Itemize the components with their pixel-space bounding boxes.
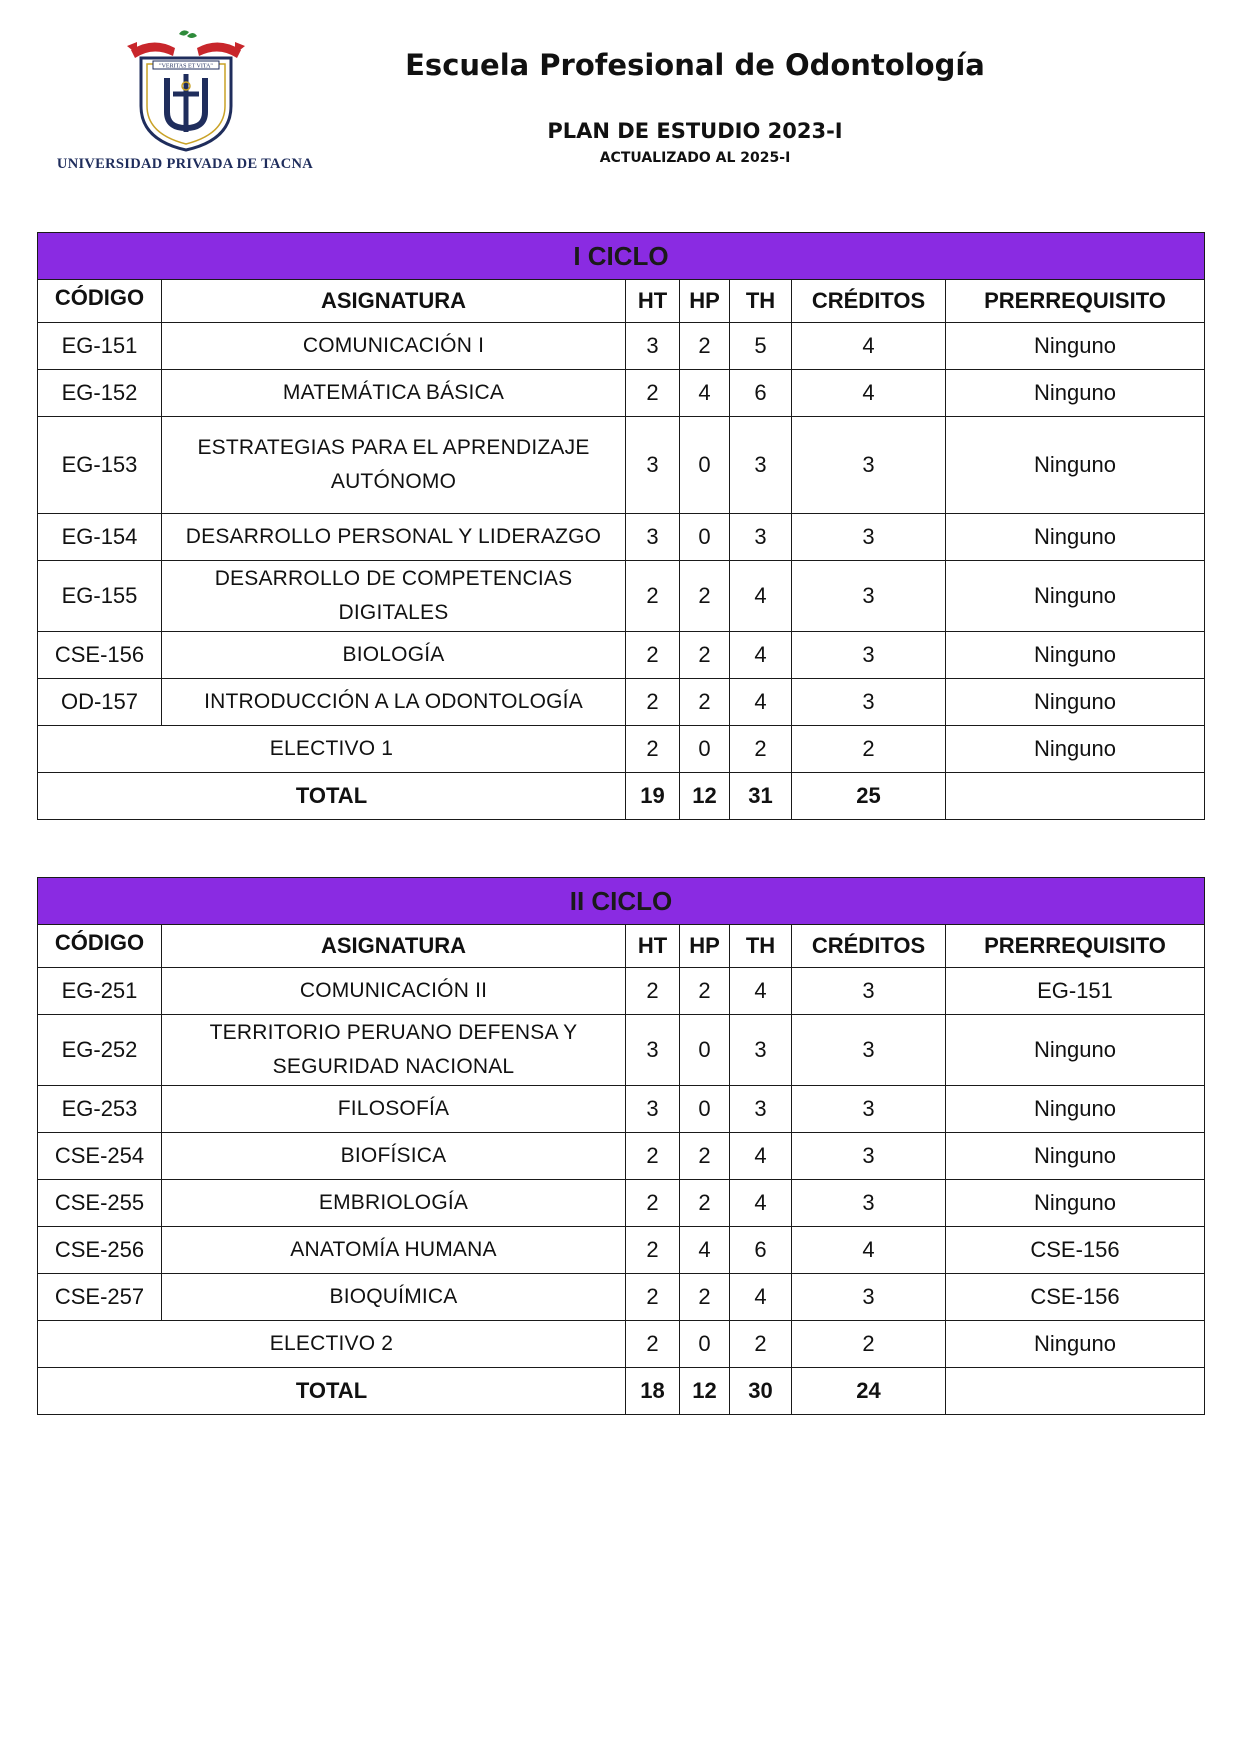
course-name: EMBRIOLOGÍA xyxy=(162,1180,626,1227)
course-name: COMUNICACIÓN II xyxy=(162,968,626,1015)
total-credits: 24 xyxy=(792,1368,946,1415)
col-asignatura: ASIGNATURA xyxy=(162,925,626,968)
col-th: TH xyxy=(730,925,792,968)
course-credits: 3 xyxy=(792,632,946,679)
course-credits: 3 xyxy=(792,514,946,561)
course-prerequisite: Ninguno xyxy=(946,417,1205,514)
col-prerrequisito: PRERREQUISITO xyxy=(946,925,1205,968)
course-prerequisite: CSE-156 xyxy=(946,1274,1205,1321)
table-row xyxy=(38,1227,1205,1274)
course-name: BIOFÍSICA xyxy=(162,1133,626,1180)
table-row xyxy=(38,323,1205,370)
course-ht: 2 xyxy=(626,1274,680,1321)
course-th: 4 xyxy=(730,1133,792,1180)
course-name: ESTRATEGIAS PARA EL APRENDIZAJE AUTÓNOMO xyxy=(162,417,626,514)
table-row xyxy=(38,679,1205,726)
course-prerequisite: Ninguno xyxy=(946,323,1205,370)
course-prerequisite: Ninguno xyxy=(946,679,1205,726)
course-th: 4 xyxy=(730,968,792,1015)
course-name: COMUNICACIÓN I xyxy=(162,323,626,370)
course-hp: 0 xyxy=(680,514,730,561)
elective-th: 2 xyxy=(730,726,792,773)
course-hp: 2 xyxy=(680,561,730,632)
total-ht: 19 xyxy=(626,773,680,820)
col-codigo: CÓDIGO xyxy=(38,925,162,968)
course-th: 5 xyxy=(730,323,792,370)
course-credits: 3 xyxy=(792,1274,946,1321)
course-ht: 3 xyxy=(626,1086,680,1133)
course-code: CSE-254 xyxy=(38,1133,162,1180)
elective-name: ELECTIVO 2 xyxy=(38,1321,626,1368)
course-ht: 3 xyxy=(626,417,680,514)
course-name: MATEMÁTICA BÁSICA xyxy=(162,370,626,417)
cycle-title: II CICLO xyxy=(38,878,1205,925)
col-creditos: CRÉDITOS xyxy=(792,925,946,968)
table-row xyxy=(38,632,1205,679)
course-name: ANATOMÍA HUMANA xyxy=(162,1227,626,1274)
course-prerequisite: Ninguno xyxy=(946,370,1205,417)
cycle-table-1 xyxy=(37,232,1205,820)
course-th: 3 xyxy=(730,1086,792,1133)
col-creditos: CRÉDITOS xyxy=(792,280,946,323)
course-prerequisite: Ninguno xyxy=(946,1180,1205,1227)
course-code: CSE-255 xyxy=(38,1180,162,1227)
course-code: EG-153 xyxy=(38,417,162,514)
course-th: 3 xyxy=(730,514,792,561)
total-th: 30 xyxy=(730,1368,792,1415)
elective-prerequisite: Ninguno xyxy=(946,1321,1205,1368)
course-code: EG-155 xyxy=(38,561,162,632)
course-ht: 2 xyxy=(626,1227,680,1274)
course-ht: 2 xyxy=(626,1180,680,1227)
course-credits: 3 xyxy=(792,417,946,514)
table-row xyxy=(38,370,1205,417)
course-code: EG-253 xyxy=(38,1086,162,1133)
cycle-title: I CICLO xyxy=(38,233,1205,280)
course-th: 6 xyxy=(730,370,792,417)
cycle-table-2 xyxy=(37,877,1205,1415)
course-credits: 4 xyxy=(792,370,946,417)
course-code: EG-152 xyxy=(38,370,162,417)
course-hp: 2 xyxy=(680,323,730,370)
course-ht: 3 xyxy=(626,1015,680,1086)
elective-ht: 2 xyxy=(626,726,680,773)
table-row xyxy=(38,968,1205,1015)
course-hp: 2 xyxy=(680,1133,730,1180)
course-code: OD-157 xyxy=(38,679,162,726)
course-hp: 2 xyxy=(680,632,730,679)
course-hp: 0 xyxy=(680,1015,730,1086)
table-row xyxy=(38,1180,1205,1227)
course-code: EG-251 xyxy=(38,968,162,1015)
course-code: EG-252 xyxy=(38,1015,162,1086)
plan-updated: ACTUALIZADO AL 2025-I xyxy=(599,150,791,166)
elective-hp: 0 xyxy=(680,726,730,773)
col-prerrequisito: PRERREQUISITO xyxy=(946,280,1205,323)
course-prerequisite: Ninguno xyxy=(946,1015,1205,1086)
course-ht: 2 xyxy=(626,370,680,417)
course-hp: 4 xyxy=(680,370,730,417)
total-hp: 12 xyxy=(680,1368,730,1415)
col-asignatura: ASIGNATURA xyxy=(162,280,626,323)
course-code: EG-154 xyxy=(38,514,162,561)
course-name: DESARROLLO PERSONAL Y LIDERAZGO xyxy=(162,514,626,561)
total-th: 31 xyxy=(730,773,792,820)
school-title: Escuela Profesional de Odontología xyxy=(405,48,985,82)
table-row xyxy=(38,561,1205,632)
table-row xyxy=(38,514,1205,561)
elective-name: ELECTIVO 1 xyxy=(38,726,626,773)
elective-hp: 0 xyxy=(680,1321,730,1368)
elective-row xyxy=(38,726,1205,773)
course-ht: 3 xyxy=(626,323,680,370)
course-ht: 2 xyxy=(626,968,680,1015)
course-name: INTRODUCCIÓN A LA ODONTOLOGÍA xyxy=(162,679,626,726)
course-name: DESARROLLO DE COMPETENCIAS DIGITALES xyxy=(162,561,626,632)
col-codigo: CÓDIGO xyxy=(38,280,162,323)
course-credits: 4 xyxy=(792,323,946,370)
plan-title: PLAN DE ESTUDIO 2023-I xyxy=(547,119,843,143)
course-ht: 2 xyxy=(626,561,680,632)
course-credits: 3 xyxy=(792,679,946,726)
course-th: 4 xyxy=(730,632,792,679)
course-code: CSE-156 xyxy=(38,632,162,679)
total-row xyxy=(38,773,1205,820)
course-credits: 3 xyxy=(792,1180,946,1227)
total-credits: 25 xyxy=(792,773,946,820)
course-credits: 3 xyxy=(792,1015,946,1086)
table-row xyxy=(38,1133,1205,1180)
table-row xyxy=(38,417,1205,514)
col-hp: HP xyxy=(680,280,730,323)
elective-credits: 2 xyxy=(792,1321,946,1368)
course-credits: 3 xyxy=(792,968,946,1015)
course-prerequisite: Ninguno xyxy=(946,561,1205,632)
course-prerequisite: Ninguno xyxy=(946,632,1205,679)
course-name: BIOQUÍMICA xyxy=(162,1274,626,1321)
elective-ht: 2 xyxy=(626,1321,680,1368)
total-label: TOTAL xyxy=(38,773,626,820)
university-logo xyxy=(40,28,330,178)
course-th: 3 xyxy=(730,417,792,514)
course-prerequisite: Ninguno xyxy=(946,1086,1205,1133)
elective-prerequisite: Ninguno xyxy=(946,726,1205,773)
course-th: 4 xyxy=(730,1180,792,1227)
course-prerequisite: Ninguno xyxy=(946,514,1205,561)
course-hp: 0 xyxy=(680,1086,730,1133)
motto-text: "VERITAS ET VITA" xyxy=(159,63,213,70)
course-credits: 3 xyxy=(792,561,946,632)
total-hp: 12 xyxy=(680,773,730,820)
course-hp: 4 xyxy=(680,1227,730,1274)
table-row xyxy=(38,1274,1205,1321)
university-name: UNIVERSIDAD PRIVADA DE TACNA xyxy=(56,156,314,172)
course-hp: 0 xyxy=(680,417,730,514)
course-ht: 3 xyxy=(626,514,680,561)
col-hp: HP xyxy=(680,925,730,968)
course-hp: 2 xyxy=(680,968,730,1015)
total-empty xyxy=(946,773,1205,820)
table-row xyxy=(38,1086,1205,1133)
course-th: 4 xyxy=(730,679,792,726)
course-ht: 2 xyxy=(626,679,680,726)
course-hp: 2 xyxy=(680,1274,730,1321)
course-th: 4 xyxy=(730,1274,792,1321)
course-th: 3 xyxy=(730,1015,792,1086)
col-ht: HT xyxy=(626,925,680,968)
total-label: TOTAL xyxy=(38,1368,626,1415)
course-prerequisite: CSE-156 xyxy=(946,1227,1205,1274)
elective-row xyxy=(38,1321,1205,1368)
course-name: TERRITORIO PERUANO DEFENSA Y SEGURIDAD NACIONAL xyxy=(162,1015,626,1086)
elective-th: 2 xyxy=(730,1321,792,1368)
course-credits: 3 xyxy=(792,1086,946,1133)
course-name: FILOSOFÍA xyxy=(162,1086,626,1133)
total-empty xyxy=(946,1368,1205,1415)
course-hp: 2 xyxy=(680,1180,730,1227)
course-prerequisite: Ninguno xyxy=(946,1133,1205,1180)
total-row xyxy=(38,1368,1205,1415)
course-code: CSE-257 xyxy=(38,1274,162,1321)
course-code: CSE-256 xyxy=(38,1227,162,1274)
col-th: TH xyxy=(730,280,792,323)
course-ht: 2 xyxy=(626,632,680,679)
col-ht: HT xyxy=(626,280,680,323)
course-code: EG-151 xyxy=(38,323,162,370)
course-credits: 4 xyxy=(792,1227,946,1274)
table-row xyxy=(38,1015,1205,1086)
course-prerequisite: EG-151 xyxy=(946,968,1205,1015)
total-ht: 18 xyxy=(626,1368,680,1415)
course-th: 6 xyxy=(730,1227,792,1274)
course-name: BIOLOGÍA xyxy=(162,632,626,679)
course-hp: 2 xyxy=(680,679,730,726)
course-credits: 3 xyxy=(792,1133,946,1180)
course-ht: 2 xyxy=(626,1133,680,1180)
elective-credits: 2 xyxy=(792,726,946,773)
university-crest-icon xyxy=(123,28,249,152)
course-th: 4 xyxy=(730,561,792,632)
